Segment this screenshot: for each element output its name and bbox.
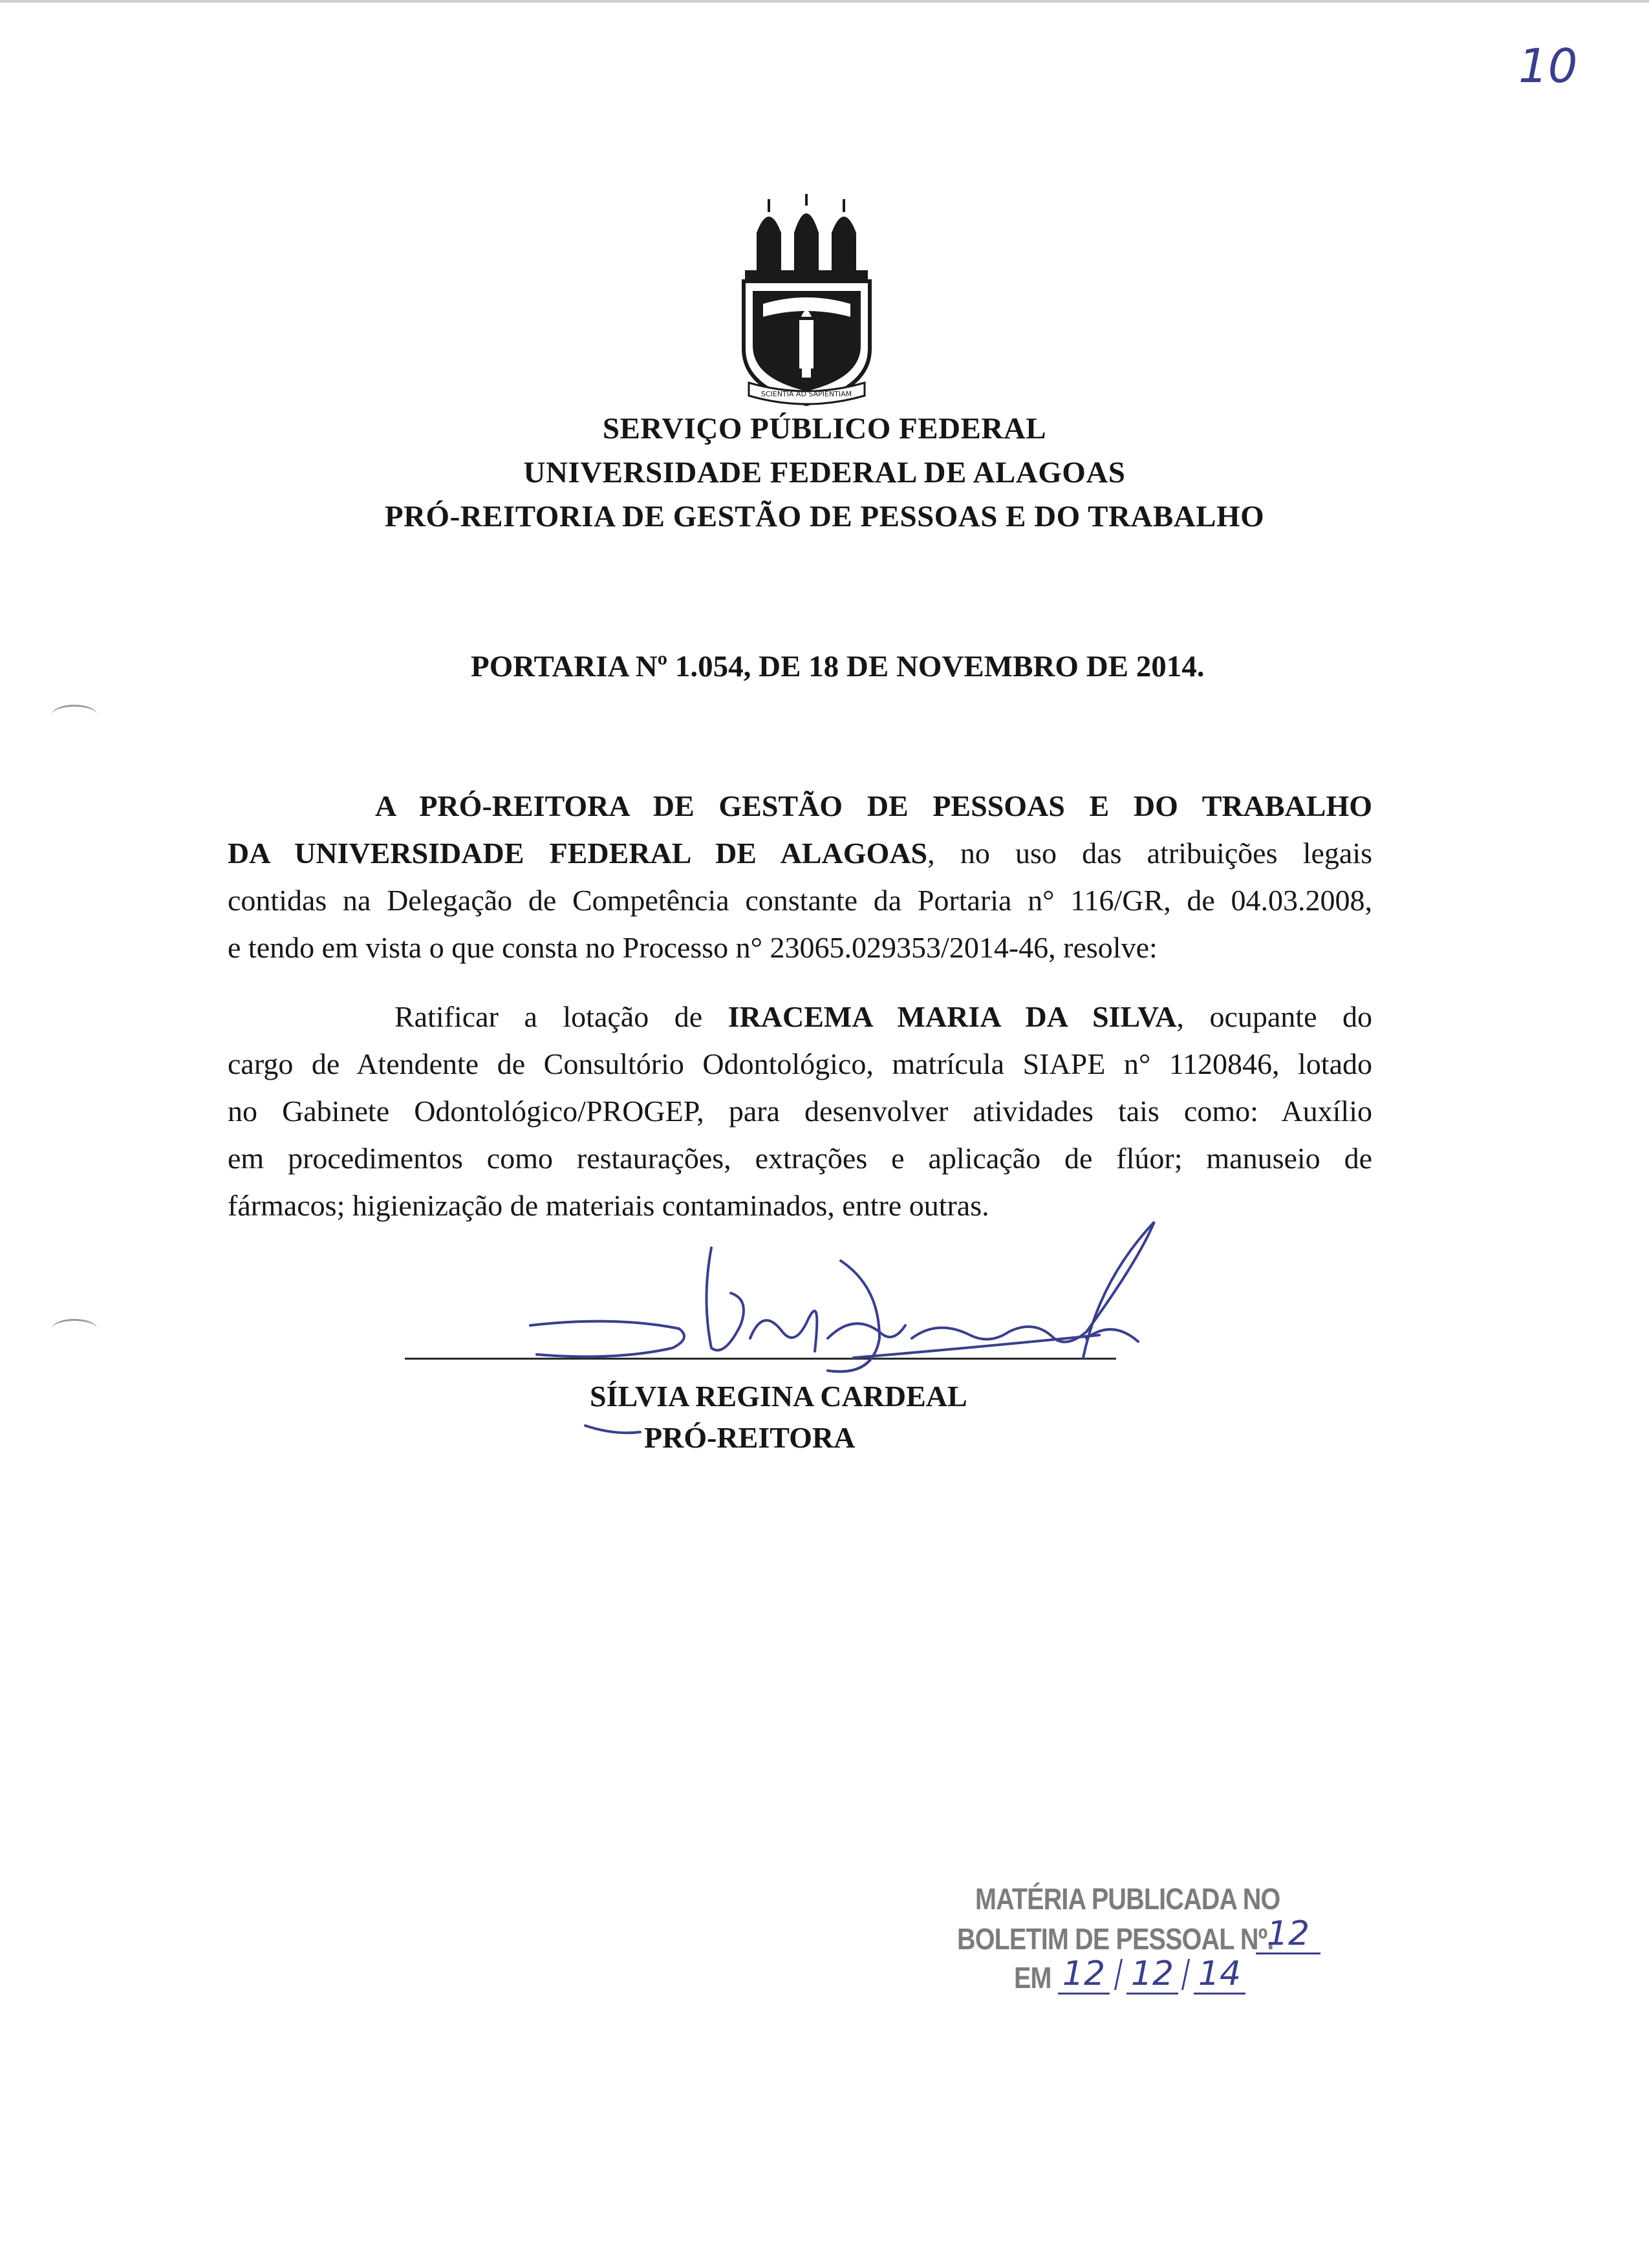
body-line-3: no Gabinete Odontológico/PROGEP, para desenvolver atividades tais como: Auxílio [228, 1095, 1372, 1128]
stamp-date-separator-2 [1181, 1959, 1190, 1990]
stamp-line-2-label: BOLETIM DE PESSOAL Nº. [957, 1922, 1274, 1956]
scan-mark [52, 705, 97, 725]
stamp-date-separator-1 [1114, 1959, 1123, 1990]
stamp-bulletin-number: 12 [1256, 1915, 1320, 1954]
page-number-handwritten: 10 [1518, 39, 1578, 93]
stamp-date-month: 12 [1126, 1955, 1178, 1995]
preamble-lead-bold-1: A PRÓ-REITORA DE GESTÃO DE PESSOAS E DO TRABALHO [375, 789, 1372, 822]
preamble-line-3: contidas na Delegação de Competência constante da Portaria n° 116/GR, de 04.03.2008, [228, 884, 1372, 917]
body-line-4: em procedimentos como restaurações, extrações e aplicação de flúor; manuseio de [228, 1142, 1372, 1175]
publication-stamp [957, 1881, 1358, 2017]
stamp-line-3-label: EM [1014, 1961, 1051, 1995]
signatory-name: SÍLVIA REGINA CARDEAL [590, 1380, 967, 1413]
body-line1-pre: Ratificar a lotação de [394, 1000, 703, 1033]
stamp-date-year: 14 [1194, 1955, 1245, 1995]
preamble-lead-bold-2: DA UNIVERSIDADE FEDERAL DE ALAGOAS [228, 837, 928, 870]
header-line-3: PRÓ-REITORIA DE GESTÃO DE PESSOAS E DO TRABALHO [384, 500, 1265, 533]
body-line1-post: , ocupante do [1176, 1000, 1373, 1033]
preamble-line2-tail: , no uso das atribuições legais [927, 837, 1373, 870]
scan-mark [52, 1319, 97, 1339]
header-line-2: UNIVERSIDADE FEDERAL DE ALAGOAS [523, 456, 1126, 489]
body-paragraph [228, 993, 1372, 1229]
signatory-role: PRÓ-REITORA [644, 1421, 856, 1454]
preamble-line-4: e tendo em vista o que consta no Processo n° 23065.029353/2014-46, resolve: [228, 931, 1158, 964]
crest-motto-text: SCIENTIA AD SAPIENTIAM [760, 390, 852, 398]
body-line-2: cargo de Atendente de Consultório Odontológico, matrícula SIAPE n° 1120846, lotado [228, 1047, 1372, 1080]
header-line-1: SERVIÇO PÚBLICO FEDERAL [602, 412, 1047, 445]
scan-mark [0, 0, 1649, 3]
body-line-5: fármacos; higienização de materiais contaminados, entre outras. [228, 1189, 989, 1222]
handwritten-signature [517, 1209, 1164, 1455]
preamble-paragraph [228, 782, 1372, 971]
stamp-line-1: MATÉRIA PUBLICADA NO [975, 1882, 1280, 1916]
stamp-date-day: 12 [1058, 1955, 1110, 1995]
university-crest-logo [737, 194, 876, 407]
employee-name: IRACEMA MARIA DA SILVA [727, 1000, 1177, 1033]
document-title: PORTARIA Nº 1.054, DE 18 DE NOVEMBRO DE 2014. [471, 650, 1205, 683]
